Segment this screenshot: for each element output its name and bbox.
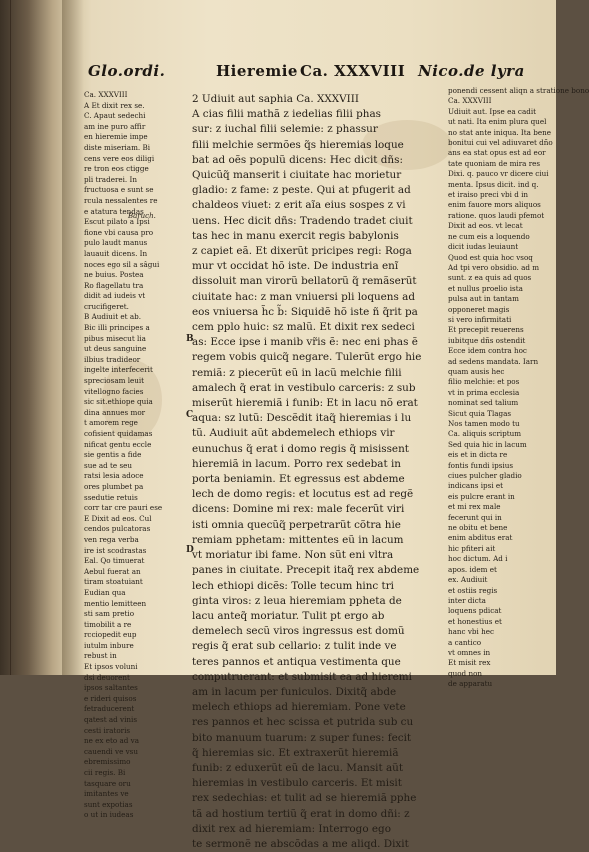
margin-note-baruch: Baruch. <box>128 212 156 220</box>
lyra-line: quod non <box>448 668 483 678</box>
lyra-line: enim fauore mors aliquos <box>448 200 541 210</box>
main-text-line: vt moriatur ibi fame. Non sũt eni vltra <box>192 549 394 562</box>
lyra-line: pulsa aut in tantam <box>448 294 519 304</box>
main-text-line: A cias filii mathã z iedelias filii phas <box>192 108 381 121</box>
lyra-line: opponeret magis <box>448 304 510 314</box>
lyra-line: Et precepit reuerens <box>448 325 524 335</box>
main-text-line: porta beniamin. Et egressus est abdeme <box>192 473 405 486</box>
lyra-line: Dixit ad eos. vt lecat <box>448 221 523 231</box>
gloss-line: noces ego sil a sâgui <box>84 259 160 269</box>
gloss-line: Eal. Qo timuerat <box>84 556 145 566</box>
main-text-line: lacu anteq̃ moriatur. Tulit pt ergo ab <box>192 609 385 622</box>
gloss-line: ratsi lesia adoce <box>84 471 144 481</box>
main-text-line: regis q̃ erat sub cellario: z tulit inde ve <box>192 640 397 653</box>
gloss-line: fructuosa e sunt se <box>84 185 154 195</box>
main-text-line: tas hec in manu exercit regis babylonis <box>192 229 399 242</box>
gloss-line: ne ex eto ad va <box>84 736 140 746</box>
lyra-line: vt in prima ecclesia <box>448 387 520 397</box>
lyra-line: Quod est quia hoc vsoq <box>448 252 533 262</box>
gloss-line: rcula nessalentes re <box>84 195 158 205</box>
lyra-line: dicit iudas leuiaunt <box>448 242 519 252</box>
main-text-line: tũ. Audiuit aũt abdemelech ethiops vir <box>192 427 395 440</box>
lyra-line: a cantico <box>448 637 482 647</box>
lyra-line: inter dicta <box>448 595 486 605</box>
lyra-line: Ad tpi vero obsidio. ad m <box>448 262 540 272</box>
gloss-line: qatest ad vinis <box>84 715 138 725</box>
gloss-line: e atatura tendas <box>84 206 144 216</box>
lyra-line: ne obitu et bene <box>448 523 508 533</box>
main-text-line: miserũt hieremiã i funib: Et in lacu nõ erat <box>192 397 418 410</box>
header-gloss-title: Glo.ordi. <box>88 62 166 80</box>
lyra-line: fontis fundi ipsius <box>448 460 514 470</box>
main-text-line: as: Ecce ipse i manib vr̃is ẽ: nec eni phas ẽ <box>192 336 418 349</box>
main-text-line: rex sedechias: et tulit ad se hieremiã pphe <box>192 792 417 805</box>
main-text-line: uens. Hec dicit dñs: Tradendo tradet ciuit <box>192 214 413 227</box>
main-text-line: filii melchie sermões q̃s hieremias loque <box>192 138 404 151</box>
gloss-line: Et ipsos voluni <box>84 662 138 672</box>
gloss-line: Ro flagellatu tra <box>84 280 144 290</box>
main-text-line: hieremiã in lacum. Porro rex sedebat in <box>192 457 401 470</box>
gloss-line: pli traderei. In <box>84 174 137 184</box>
gloss-line: crucifigeret. <box>84 301 129 311</box>
main-text-line: ciuitate hac: z man vniuersi pli loquens ad <box>192 290 415 303</box>
gloss-line: ilbius tradideor <box>84 354 141 364</box>
gloss-line: cii regis. Bi <box>84 768 126 777</box>
running-header <box>88 62 556 86</box>
lyra-line: nominat sed talium <box>448 398 519 408</box>
gloss-line: ssedutie retuis <box>84 492 138 502</box>
lyra-line: iubitque dñs ostendit <box>448 335 526 345</box>
gloss-line: mentio lemitteen <box>84 598 147 608</box>
main-text-line: dissoluit man virorũ bellatorũ q̃ remãserũt <box>192 275 417 288</box>
main-text-line: eunuchus q̃ erat i domo regis q̃ misissent <box>192 442 409 455</box>
gloss-line: lauauit dicens. In <box>84 248 148 258</box>
lyra-line: ne cum eis a loquendo <box>448 231 530 241</box>
gloss-line: cesti iratoris <box>84 725 131 735</box>
gloss-line: tasquare oru <box>84 778 131 788</box>
gloss-line: A Et dixit rex se. <box>84 100 145 110</box>
main-text-line: eos vniuersa h̃c b̃: Siquidẽ hõ iste ñ q̃rit pa <box>192 305 418 318</box>
gloss-line: t amorem rege <box>84 418 138 428</box>
main-text-column <box>192 92 440 850</box>
lyra-line: et ostiis regis <box>448 585 498 595</box>
lyra-line: ciues pulcher gladio <box>448 471 522 481</box>
gloss-line: rebust in <box>84 651 117 661</box>
gloss-line: fetraducerent <box>84 704 135 714</box>
lyra-line: ex. Audiuit <box>448 575 488 585</box>
header-chapter: Ca. XXXVIII <box>300 62 406 80</box>
gloss-line: am ine puro affir <box>84 121 146 131</box>
main-text-line: computruerant: et submisit ea ad hieremi <box>192 670 412 683</box>
gloss-line: Eudian qua <box>84 587 126 597</box>
lyra-line: menta. Ipsus dicit. ind q. <box>448 179 539 189</box>
lyra-line: quam ausis hec <box>448 366 505 376</box>
lyra-line: Ca. XXXVIII <box>448 96 492 106</box>
gloss-line: E Dixit ad eos. Cul <box>84 513 152 523</box>
gloss-line: ne buius. Postea <box>84 270 144 280</box>
main-text-line: isti omnia quecũq̃ perpetrarũt cõtra hie <box>192 518 401 531</box>
lyra-line: Ecce idem contra hoc <box>448 346 527 356</box>
gloss-line: imitantes ve <box>84 789 129 799</box>
main-text-line: aqua: sz lutũ: Descẽdit itaq̃ hieremias i lu <box>192 412 412 425</box>
lyra-line: et mi rex male <box>448 502 501 512</box>
main-text-line: hieremias in vestibulo carceris. Et misit <box>192 777 402 790</box>
gloss-line: pibus misecut lia <box>84 333 146 343</box>
gloss-line: sti sam pretio <box>84 609 135 619</box>
gloss-line: Ca. XXXVIII <box>84 90 128 99</box>
gloss-line: sic sit.ethiope quia <box>84 397 153 407</box>
gloss-line: dsi deuorent <box>84 672 130 682</box>
lyra-line: ut nati. Ita enim plura quel <box>448 117 547 127</box>
gloss-line: ingelte interfecerit <box>84 365 153 375</box>
gloss-line: vitellogno facies <box>84 386 144 396</box>
main-text-line: remiam pphetam: mittentes eũ in lacum <box>192 533 404 546</box>
lyra-line: ad sedens mandata. Iarn <box>448 356 539 366</box>
lyra-line: hic pfiteri ait <box>448 543 496 553</box>
main-text-line: tã ad hostium tertiũ q̃ erat in domo dñi: z <box>192 807 410 820</box>
main-text-line: z capiet eã. Et dixerũt pricipes regi: Roga <box>192 245 412 258</box>
gloss-line: cendos pulcatoras <box>84 524 151 534</box>
main-text-line: Quicũq̃ manserit i ciuitate hac morietur <box>192 169 402 182</box>
gloss-line: en hieremie impe <box>84 132 148 142</box>
header-book-title: Hieremie <box>216 62 298 80</box>
main-text-line: lech de domo regis: et locutus est ad regẽ <box>192 488 414 501</box>
main-text-line: gladio: z fame: z peste. Qui at pfugerit ad <box>192 184 411 197</box>
gloss-line: Aebul fuerat an <box>84 566 141 576</box>
main-text-line: bat ad oẽs populũ dicens: Hec dicit dñs: <box>192 153 403 166</box>
gloss-line: tiram stoatuiant <box>84 577 143 587</box>
lyra-line: bonitui cui vel adiuvaret dño <box>448 138 553 148</box>
main-text-line: panes in ciuitate. Precepit itaq̃ rex abdeme <box>192 564 420 577</box>
lyra-line: Et misit rex <box>448 658 491 668</box>
main-text-line: am in lacum per funiculos. Dixitq̃ abde <box>192 685 397 698</box>
main-text-line: chaldeos viuet: z erit aĩa eius sospes z vi <box>192 199 406 212</box>
main-text-line: q̃ hieremias sic. Et extraxerũt hieremiã <box>192 746 399 759</box>
gloss-line: ut deus sanguine <box>84 344 147 354</box>
lyra-line: Dixi. q. pauco vr dicere ciui <box>448 169 549 179</box>
gloss-line: nificat gentu eccle <box>84 439 152 449</box>
lyra-line: fecerunt qui in <box>448 512 502 522</box>
main-text-line: melech ethiops ad hieremiam. Pone vete <box>192 701 406 714</box>
lyra-line: ans ea stat opus est ad eor <box>448 148 546 158</box>
lyra-line: hoc dictum. Ad i <box>448 554 508 564</box>
lyra-line: eis et in dicta re <box>448 450 508 460</box>
main-text-line: lech ethiopi dicẽs: Tolle tecum hinc tri <box>192 579 395 592</box>
gloss-line: e rideri quisos <box>84 693 137 703</box>
lyra-line: Sed quia hic in lacum <box>448 439 527 449</box>
gloss-line: iutulm inbure <box>84 640 134 650</box>
lyra-line: Sicut quia Tlagas <box>448 408 512 418</box>
lyra-line: de apparatu <box>448 679 493 689</box>
margin-note-c: C <box>186 410 194 420</box>
main-text-line: funib: z eduxerũt eũ de lacu. Mansit aũt <box>192 761 404 774</box>
main-text-line: bito manuum tuarum: z super funes: fecit <box>192 731 412 744</box>
gloss-column <box>84 90 182 820</box>
main-text-line: res pannos et hec scissa et putrida sub cu <box>192 716 414 729</box>
lyra-line: et honestius et <box>448 616 502 626</box>
gloss-line: re tron eos ctigge <box>84 164 149 174</box>
lyra-line: ratione. quos laudi pfemot <box>448 210 545 220</box>
lyra-line: no stat ante iniqua. Ita bene <box>448 127 551 137</box>
gloss-line: pulo laudt manus <box>84 238 148 248</box>
main-text-line: amalech q̃ erat in vestibulo carceris: z sub <box>192 381 416 394</box>
margin-note-b: B <box>186 334 194 344</box>
gloss-line: sunt expotias <box>84 799 133 809</box>
gloss-line: sue ad te seu <box>84 460 133 470</box>
gloss-line: rcciopedit eup <box>84 630 137 640</box>
main-text-line: te sermonẽ ne abscõdas a me aliqd. Dixit <box>192 837 409 850</box>
gloss-line: timobilit a re <box>84 619 132 629</box>
gloss-line: sie gentis a fide <box>84 450 142 460</box>
lyra-line: tate quoniam de mira res <box>448 158 541 168</box>
lyra-line: indicans ipsi et <box>448 481 504 491</box>
margin-note-d: D <box>186 545 194 555</box>
lyra-commentary-column <box>448 86 589 689</box>
lyra-line: Ca. aliquis scriptum <box>448 429 522 439</box>
main-text-line: teres pannos et antiqua vestimenta que <box>192 655 401 668</box>
lyra-line: enim abditus erat <box>448 533 513 543</box>
lyra-line: Udiuit aut. Ipse ea cadit <box>448 106 537 116</box>
lyra-line: sunt. z ea quis ad quos <box>448 273 532 283</box>
main-text-line: demelech secũ viros ingressus est domũ <box>192 625 405 638</box>
main-text-line: 2 Udiuit aut saphia Ca. XXXVIII <box>192 93 359 105</box>
gloss-line: ores plumbet pa <box>84 481 144 491</box>
main-text-line: mur vt occidat hõ iste. De industria enĩ <box>192 260 399 273</box>
gloss-line: spreciosam leuit <box>84 376 145 386</box>
main-text-line: regem vobis quicq̃ negare. Tulerũt ergo hie <box>192 351 422 364</box>
lyra-line: et nullus proelio ista <box>448 283 523 293</box>
gloss-line: corr tar cre pauri ese <box>84 503 163 513</box>
gloss-line: diste miseriam. Bi <box>84 142 151 152</box>
lyra-line: hanc vbi hec <box>448 627 495 637</box>
book-spine-shadow <box>0 0 70 675</box>
lyra-line: eis pulcre erant in <box>448 491 515 501</box>
gloss-line: didit ad iudeis vt <box>84 291 146 301</box>
gloss-line: cofisient quidamas <box>84 429 153 438</box>
lyra-line: vt omnes in <box>448 647 491 657</box>
gloss-line: B Audiuit et ab. <box>84 312 141 322</box>
gloss-line: dina annues mor <box>84 407 146 417</box>
header-commentator: Nico.de lyra <box>418 62 525 80</box>
main-text-line: remiã: z piecerũt eũ in lacũ melchie filii <box>192 366 402 379</box>
lyra-line: ponendi cessent aliqn a stratione bono <box>448 86 589 95</box>
lyra-line: et iraiso preci vbi d in <box>448 190 529 200</box>
lyra-line: loquens pdicat <box>448 606 502 616</box>
gloss-line: ven rega verba <box>84 534 139 544</box>
lyra-line: filio melchie: et pos <box>448 377 520 387</box>
gloss-line: fione vbi causa pro <box>84 227 154 237</box>
lyra-line: Nos tamen modo tu <box>448 419 520 428</box>
gloss-line: C. Apaut sedechi <box>84 111 146 121</box>
main-text-line: dicens: Domine mi rex: male fecerũt viri <box>192 503 405 516</box>
main-text-line: cem pplo huic: sz malũ. Et dixit rex sedeci <box>192 321 415 334</box>
gloss-line: ebremissimo <box>84 757 131 767</box>
lyra-line: apos. idem et <box>448 564 497 574</box>
gloss-line: Escut pilato a Ipsi <box>84 217 150 227</box>
gloss-line: o ut in iudeas <box>84 810 134 820</box>
gloss-line: ipsos saltantes <box>84 683 138 693</box>
gloss-line: cauendi ve vsu <box>84 746 138 756</box>
gloss-line: Bic illi principes a <box>84 323 150 333</box>
main-text-line: ginta viros: z leua hieremiam ppheta de <box>192 594 402 607</box>
gloss-line: cens vere eos diligi <box>84 153 155 163</box>
main-text-line: dixit rex ad hieremiam: Interrogo ego <box>192 822 391 835</box>
main-text-line: sur: z iuchal filii selemie: z phassur <box>192 123 378 136</box>
gloss-line: ire ist scodrastas <box>84 545 147 555</box>
lyra-line: si vero infirmitati <box>448 314 512 324</box>
